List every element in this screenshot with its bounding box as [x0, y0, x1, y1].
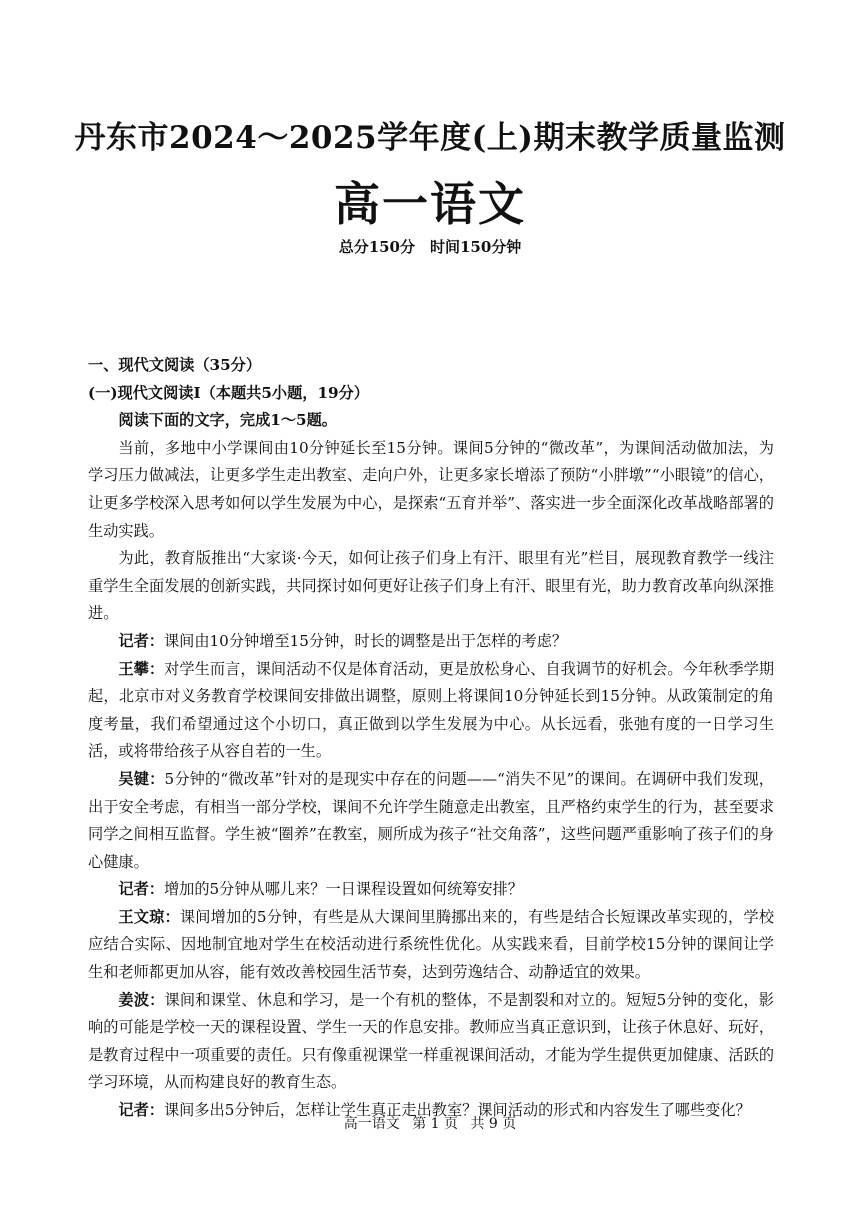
paragraph — [88, 904, 774, 987]
paragraph-text: 课间和课堂、休息和学习，是一个有机的整体，不是割裂和对立的。短短5分钟的变化，影响的可能是学校一天的课程设置、学生一天的作息安排。教师应当真正意识到，让孩子休息好、玩好，是教育过程中一项重要的责任。只有像重视课堂一样重视课间活动，才能为学生提供更加健康、活跃的学习环境，从而构建良好的教育生态。 — [88, 990, 774, 1092]
footer-subject: 高一语文 — [343, 1116, 400, 1132]
paragraph — [88, 766, 774, 876]
footer-total-pages: 共 9 页 — [470, 1116, 517, 1132]
paragraph — [88, 656, 774, 766]
paragraph — [88, 987, 774, 1097]
paragraph-text: 5分钟的“微改革”针对的是现实中存在的问题——“消失不见”的课间。在调研中我们发现，出于安全考虑，有相当一部分学校，课间不允许学生随意走出教室，且严格约束学生的行为，甚至要求同学之间相互监督。学生被“圈养”在教室，厕所成为孩子“社交角落”，这些问题严重影响了孩子们的身心健康。 — [88, 769, 774, 871]
subject-title: 高一语文 — [334, 177, 526, 231]
speaker-label: 王攀： — [118, 659, 165, 678]
paragraph — [88, 545, 774, 628]
paragraph-text: 课间由10分钟增至15分钟，时长的调整是出于怎样的考虑？ — [163, 631, 568, 650]
paragraph-text: 增加的5分钟从哪儿来？一日课程设置如何统筹安排？ — [163, 880, 523, 899]
paragraph-text: 为此，教育版推出“大家谈·今天，如何让孩子们身上有汗、眼里有光”栏目，展现教育教学一线注重学生全面发展的创新实践，共同探讨如何更好让孩子们身上有汗、眼里有光，助力教育改革向纵深推进。 — [88, 549, 774, 623]
footer-page-number: 第 1 页 — [412, 1116, 458, 1132]
speaker-label: 记者： — [118, 631, 164, 650]
paragraph-text: 对学生而言，课间活动不仅是体育活动，更是放松身心、自我调节的好机会。今年秋季学期起，北京市对义务教育学校课间安排做出调整，原则上将课间10分钟延长到15分钟。从政策制定的角度考量，我们希望通过这个小切口，真正做到以学生发展为中心。从长远看，张弛有度的一日学习生活，或将带给孩子从容自若的一生。 — [88, 659, 775, 761]
paragraph-text: 当前，多地中小学课间由10分钟延长至15分钟。课间5分钟的“微改革”，为课间活动做加法，为学习压力做减法，让更多学生走出教室、走向户外，让更多家长增添了预防“小胖墩”“小眼镜”的信心，让更多学校深入思考如何以学生发展为中心，是探索“五育并举”、落实进一步全面深化改革战略部署的生动实践。 — [88, 438, 774, 540]
speaker-label: 吴键： — [118, 769, 165, 788]
paragraph — [88, 628, 774, 656]
paragraph — [88, 876, 774, 904]
reading-instruction: 阅读下面的文字，完成1～5题。 — [118, 411, 337, 430]
speaker-label: 王文琼： — [118, 907, 180, 926]
paragraph-text: 课间增加的5分钟，有些是从大课间里腾挪出来的，有些是结合长短课改革实现的，学校应结合实际、因地制宜地对学生在校活动进行系统性优化。从实践来看，目前学校15分钟的课间让学生和老师都更加从容，能有效改善校园生活节奏，达到劳逸结合、动静适宜的效果。 — [88, 907, 775, 982]
section-heading: 一、现代文阅读（35分） — [88, 356, 262, 374]
page-footer — [0, 1113, 860, 1133]
score-time-info: 总分150分 时间150分钟 — [338, 238, 522, 256]
speaker-label: 姜波： — [118, 990, 165, 1009]
speaker-label: 记者： — [118, 880, 164, 899]
section-subheading: (一)现代文阅读Ⅰ（本题共5小题，19分） — [88, 383, 369, 402]
exam-title: 丹东市2024～2025学年度(上)期末教学质量监测 — [74, 120, 786, 156]
speaker-label: 记者： — [118, 1101, 164, 1120]
paragraph-text: 课间多出5分钟后，怎样让学生真正走出教室？课间活动的形式和内容发生了哪些变化？ — [163, 1101, 751, 1120]
exam-body — [88, 352, 774, 1125]
paragraph — [88, 435, 774, 545]
